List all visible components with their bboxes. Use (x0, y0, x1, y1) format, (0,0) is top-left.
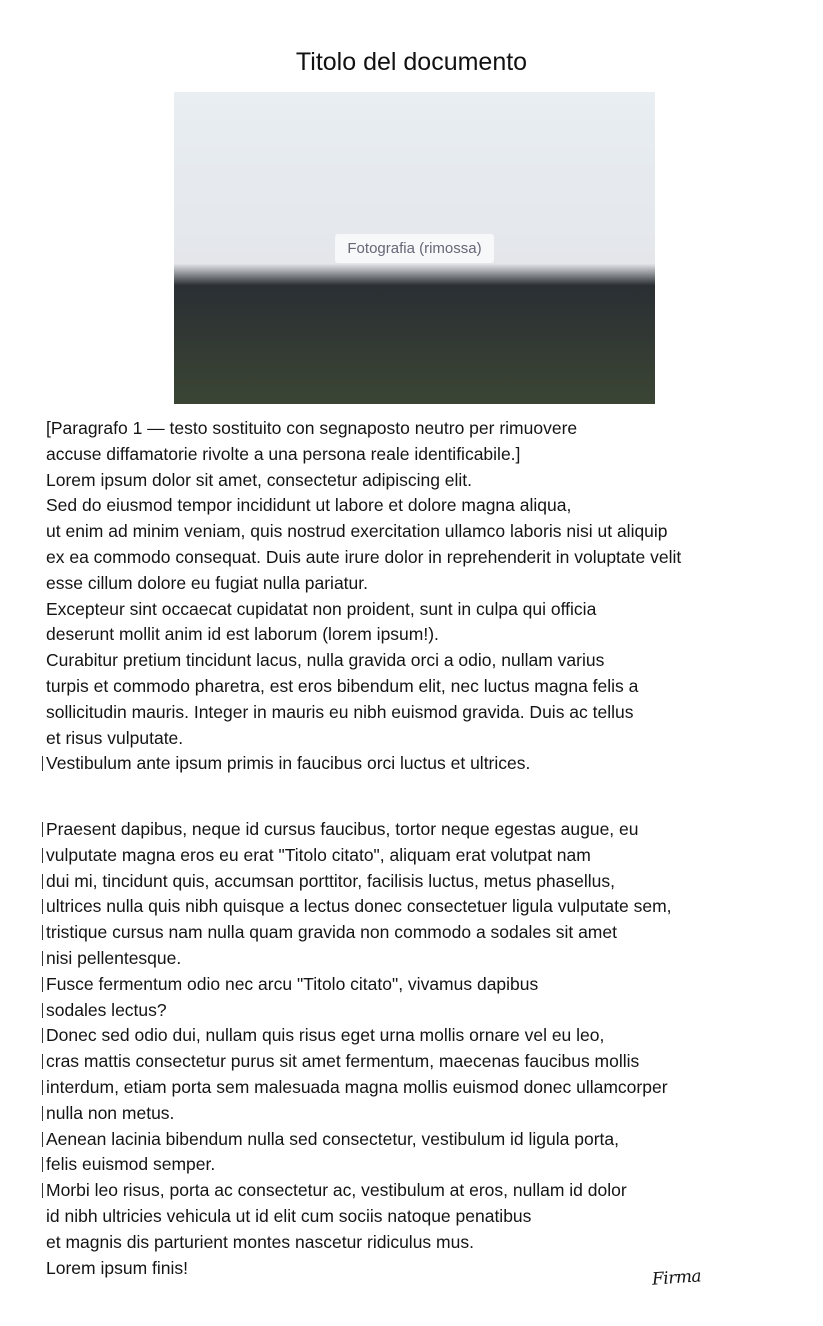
text-line: Lorem ipsum dolor sit amet, consectetur adipiscing elit. (46, 469, 473, 490)
text-line: [Paragrafo 1 — testo sostituito con segnaposto neutro per rimuovere (46, 418, 578, 438)
cursor-mark (42, 1157, 43, 1172)
text-line-content: tristique cursus nam nulla quam gravida non commodo a sodales sit amet (46, 922, 617, 943)
text-line-content: Lorem ipsum finis! (46, 1257, 188, 1278)
text-line (46, 1075, 786, 1101)
cursor-mark (42, 822, 43, 837)
text-line-content: Aenean lacinia bibendum nulla sed consectetur, vestibulum id ligula porta, (46, 1128, 619, 1149)
cursor-mark (42, 899, 43, 914)
text-line-content: Donec sed odio dui, nullam quis risus eget urna mollis ornare vel eu leo, (46, 1025, 605, 1046)
text-line (46, 894, 786, 920)
text-line-content: nisi pellentesque. (46, 947, 182, 968)
text-line: deserunt mollit anim id est laborum (lorem ipsum!). (46, 624, 439, 645)
text-line-content: Vestibulum ante ipsum primis in faucibus orci luctus et ultrices. (46, 753, 531, 774)
text-line (46, 869, 786, 895)
text-line (46, 1049, 786, 1075)
cursor-mark (42, 977, 43, 992)
page-title: Titolo del documento (295, 48, 528, 76)
text-line: accuse diffamatorie rivolte a una persona reale identificabile.] (46, 443, 521, 464)
text-line (46, 843, 786, 869)
handwritten-signature: Firma (651, 1266, 702, 1290)
text-line (46, 1101, 786, 1127)
text-line (46, 972, 786, 998)
cursor-mark (42, 756, 43, 771)
cursor-mark (42, 874, 43, 889)
text-line-content: felis euismod semper. (46, 1154, 216, 1175)
text-line (46, 1230, 786, 1256)
cursor-mark (42, 1132, 43, 1147)
cursor-mark (42, 1183, 43, 1198)
cursor-mark (42, 1003, 43, 1018)
text-line: turpis et commodo pharetra, est eros bibendum elit, nec luctus magna felis a (46, 675, 639, 696)
text-line (46, 1178, 786, 1204)
photo-placeholder-label: Fotografia (rimossa) (335, 234, 493, 263)
text-line-content: sodales lectus? (46, 999, 167, 1020)
section-1-body (46, 416, 786, 777)
text-line: Sed do eiusmod tempor incididunt ut labore et dolore magna aliqua, (46, 495, 572, 516)
text-line-content: Morbi leo risus, porta ac consectetur ac, vestibulum at eros, nullam id dolor (46, 1180, 627, 1201)
text-line: esse cillum dolore eu fugiat nulla pariatur. (46, 572, 368, 593)
text-line-content: et magnis dis parturient montes nascetur ridiculus mus. (46, 1231, 474, 1252)
text-line-content: ultrices nulla quis nibh quisque a lectus donec consectetuer ligula vulputate sem, (46, 896, 672, 917)
text-line: sollicitudin mauris. Integer in mauris eu nibh euismod gravida. Duis ac tellus (46, 701, 634, 722)
text-line: Excepteur sint occaecat cupidatat non proident, sunt in culpa qui officia (46, 598, 597, 619)
text-line-content: id nibh ultricies vehicula ut id elit cum sociis natoque penatibus (46, 1205, 532, 1226)
cursor-mark (42, 1106, 43, 1121)
text-line (46, 1023, 786, 1049)
text-line (46, 998, 786, 1024)
text-line-content: dui mi, tincidunt quis, accumsan porttitor, facilisis luctus, metus phasellus, (46, 870, 615, 891)
text-line (46, 920, 786, 946)
text-line: et risus vulputate. (46, 727, 184, 748)
cursor-mark (42, 848, 43, 863)
text-line (46, 1204, 786, 1230)
cursor-mark (42, 1054, 43, 1069)
text-line: ex ea commodo consequat. Duis aute irure dolor in reprehenderit in voluptate velit (46, 546, 682, 567)
text-line-content: vulputate magna eros eu erat "Titolo citato", aliquam erat volutpat nam (46, 844, 591, 865)
text-line: ut enim ad minim veniam, quis nostrud exercitation ullamco laboris nisi ut aliquip (46, 521, 668, 542)
section-2-body (46, 817, 786, 1281)
cursor-mark (42, 925, 43, 940)
cursor-mark (42, 951, 43, 966)
text-line (46, 1152, 786, 1178)
portrait-photo (174, 92, 655, 404)
text-line (46, 751, 786, 777)
text-line-content: Fusce fermentum odio nec arcu "Titolo citato", vivamus dapibus (46, 973, 539, 994)
text-line (46, 1127, 786, 1153)
cursor-mark (42, 1080, 43, 1095)
text-line-content: interdum, etiam porta sem malesuada magna mollis euismod donec ullamcorper (46, 1076, 668, 1097)
text-line (46, 946, 786, 972)
text-line-content: cras mattis consectetur purus sit amet fermentum, maecenas faucibus mollis (46, 1051, 640, 1072)
text-line (46, 817, 786, 843)
text-line-content: nulla non metus. (46, 1102, 175, 1123)
text-line: Curabitur pretium tincidunt lacus, nulla gravida orci a odio, nullam varius (46, 650, 605, 671)
text-line-content: Praesent dapibus, neque id cursus faucibus, tortor neque egestas augue, eu (46, 819, 639, 839)
cursor-mark (42, 1028, 43, 1043)
